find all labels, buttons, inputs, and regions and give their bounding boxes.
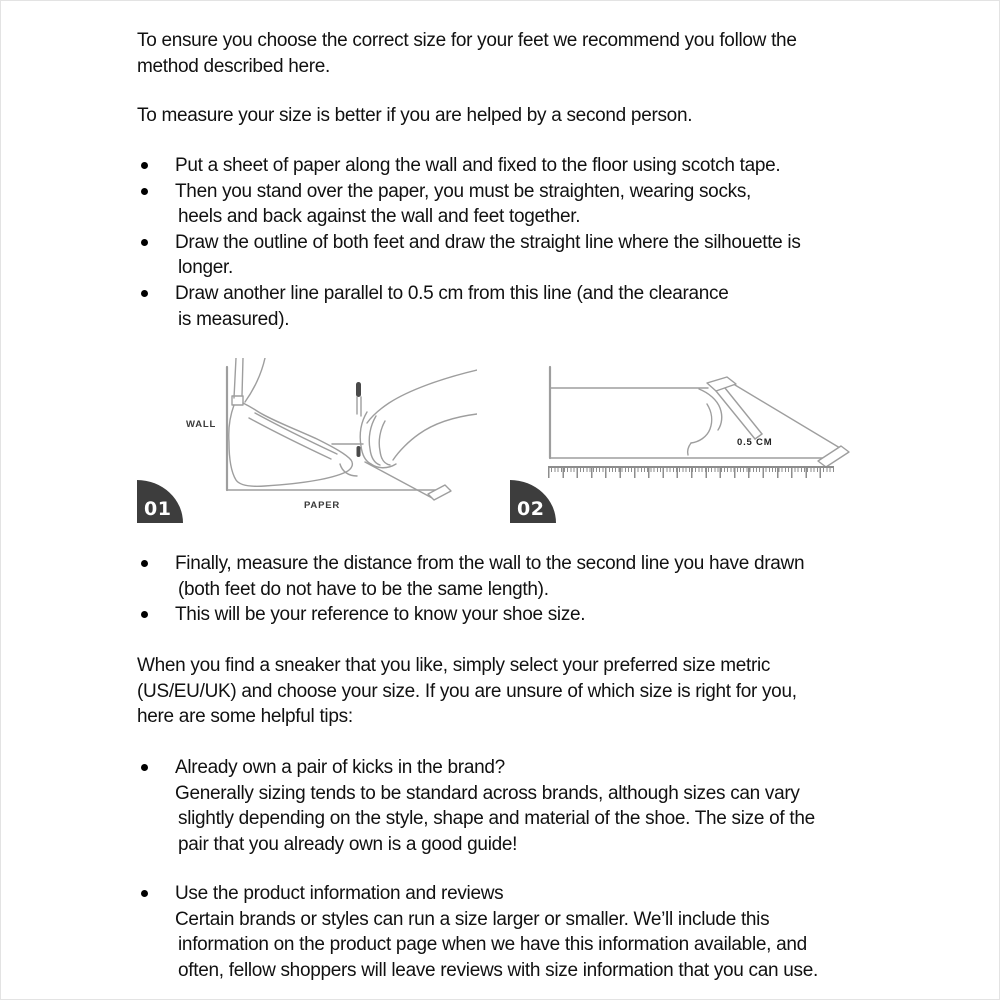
figure-number: 01 [144, 498, 172, 520]
list-item [137, 551, 804, 602]
text-line: To measure your size is better if you are helped by a second person. [137, 105, 693, 126]
list-item [137, 881, 818, 983]
wall-label: WALL [186, 419, 217, 430]
text-line: Finally, measure the distance from the wall to the second line you have drawn [175, 553, 805, 574]
bullet-icon [141, 239, 148, 246]
foot-outline [229, 403, 363, 486]
bullet-icon [141, 188, 148, 195]
text-line: This will be your reference to know your shoe size. [175, 604, 586, 626]
text-line: To ensure you choose the correct size for your feet we recommend you follow the [137, 30, 797, 51]
text-line: Draw another line parallel to 0.5 cm from this line (and the clearance [175, 282, 729, 304]
text-line: information on the product page when we have this information available, and [178, 934, 807, 956]
bullet-icon [141, 290, 148, 297]
hand-outline [688, 389, 722, 455]
text-line: When you find a sneaker that you like, simply select your preferred size metric [137, 655, 771, 676]
tip-own-pair [137, 755, 815, 857]
paper-edge-line [365, 462, 434, 499]
pen-icon [707, 377, 762, 439]
ruler-big-ticks [548, 468, 834, 478]
sizing-intro-paragraph [137, 653, 797, 730]
intro-paragraph-1 [137, 28, 797, 79]
paper-label: PAPER [304, 500, 341, 511]
text-line: method described here. [137, 55, 331, 77]
text-line: is measured). [178, 308, 290, 330]
text-line: slightly depending on the style, shape and material of the shoe. The size of the [178, 808, 815, 830]
list-item [137, 230, 801, 281]
tape-icon [818, 446, 849, 467]
bullet-icon [141, 890, 148, 897]
tip-product-info [137, 881, 818, 983]
measure-steps-list [137, 153, 801, 332]
clearance-label: 0.5 CM [737, 437, 773, 448]
text-line: Then you stand over the paper, you must be straighten, wearing socks, [175, 180, 752, 202]
list-item [137, 755, 815, 857]
text-line: longer. [178, 257, 233, 279]
text-line: here are some helpful tips: [137, 706, 353, 728]
text-line: Generally sizing tends to be standard across brands, although sizes can vary [175, 782, 800, 804]
leg-outline [232, 358, 265, 405]
text-line: Certain brands or styles can run a size larger or smaller. We’ll include this [175, 908, 770, 930]
result-steps-list [137, 551, 804, 628]
text-line: Use the product information and reviews [175, 883, 504, 904]
tape-icon [428, 485, 451, 500]
bullet-icon [141, 162, 148, 169]
text-line: pair that you already own is a good guide! [178, 833, 518, 855]
ruler-icon [548, 466, 834, 480]
text-line: heels and back against the wall and feet together. [178, 206, 581, 228]
figure-clearance-line-illustration [510, 358, 855, 528]
text-line: Draw the outline of both feet and draw the straight line where the silhouette is [175, 231, 801, 253]
list-item [137, 179, 801, 230]
text-line: (US/EU/UK) and choose your size. If you are unsure of which size is right for you, [137, 680, 797, 702]
figure-number: 02 [517, 498, 545, 520]
bullet-icon [141, 560, 148, 567]
text-line: Already own a pair of kicks in the brand? [175, 757, 505, 778]
text-line: Put a sheet of paper along the wall and fixed to the floor using scotch tape. [175, 155, 781, 176]
bullet-icon [141, 764, 148, 771]
list-item [137, 602, 804, 628]
list-item [137, 153, 801, 179]
list-item [137, 281, 801, 332]
text-line: often, fellow shoppers will leave reviews with size information that you can use. [178, 959, 818, 981]
text-line: (both feet do not have to be the same length). [178, 578, 549, 600]
hand-outline [360, 370, 477, 468]
intro-paragraph-2 [137, 103, 692, 129]
